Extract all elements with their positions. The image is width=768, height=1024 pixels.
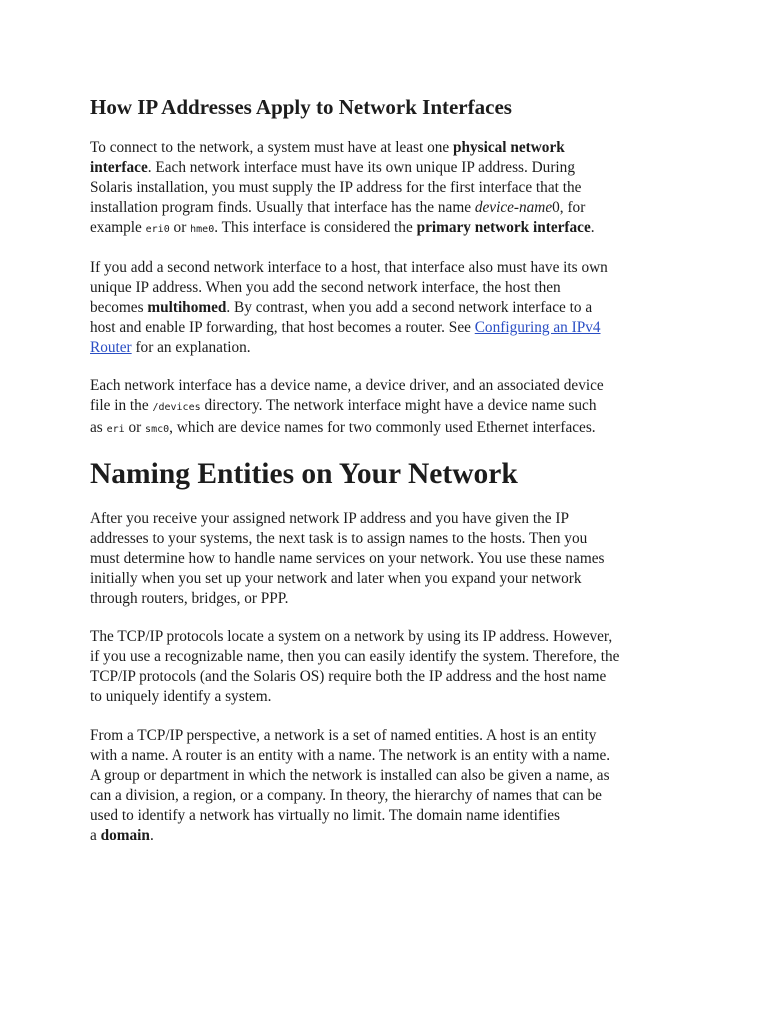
term-primary-network-interface: primary network interface [416,219,591,236]
section-heading: How IP Addresses Apply to Network Interfaces [90,95,512,119]
code-hme0: hme0 [190,224,215,235]
code-devices: /devices [152,402,201,413]
term-interface: interface [90,159,148,176]
term-device-name: device-name [474,199,553,216]
link-configuring-ipv4-router-cont[interactable]: Router [90,339,132,356]
paragraph-physical-interface: To connect to the network, a system must have at least one physical network interface. Each network interface must have its own unique IP address. During Solaris installation, you must supply the IP address for the first interface that the installation program finds. Usually that interface has the name device-name0, for example eri0 or hme0. This interface is considered the primary network interface. [90,139,595,236]
code-eri0: eri0 [145,224,170,235]
term-physical-network: physical network [452,139,565,156]
code-smc0: smc0 [145,424,170,435]
paragraph-device-names: Each network interface has a device name, a device driver, and an associated device file in the /devices directory. The network interface might have a device name such as eri or smc0, which are device names for two commonly used Ethernet interfaces. [90,377,604,436]
term-multihomed: multihomed [147,299,227,316]
paragraph-named-entities: From a TCP/IP perspective, a network is a set of named entities. A host is an entity with a name. A router is an entity with a name. The network is an entity with a name. A group or department in which the network is installed can also be given a name, as can a division, a region, or a company. In theory, the hierarchy of names that can be used to identify a network has virtually no limit. The domain name identifies a domain. [90,727,611,844]
paragraph-locate-system: The TCP/IP protocols locate a system on a network by using its IP address. However, if you use a recognizable name, then you can easily identify the system. Therefore, the TCP/IP protocols (and the Solaris OS) require both the IP address and the host name to uniquely identify a system. [90,628,620,705]
chapter-heading: Naming Entities on Your Network [90,458,518,490]
paragraph-assign-names: After you receive your assigned network IP address and you have given the IP addresses to your systems, the next task is to assign names to the hosts. Then you must determine how to handle name services on your network. You use these names initially when you set up your network and later when you expand your network through routers, bridges, or PPP. [90,510,605,607]
link-configuring-ipv4-router[interactable]: Configuring an IPv4 [474,319,601,336]
code-eri: eri [106,424,125,435]
term-domain: domain [100,827,150,844]
paragraph-multihomed: If you add a second network interface to a host, that interface also must have its own unique IP address. When you add the second network interface, the host then becomes multihomed. By contrast, when you add a second network interface to a host and enable IP forwarding, that host becomes a router. See Configuring an IPv4 Router for an explanation. [90,259,608,356]
